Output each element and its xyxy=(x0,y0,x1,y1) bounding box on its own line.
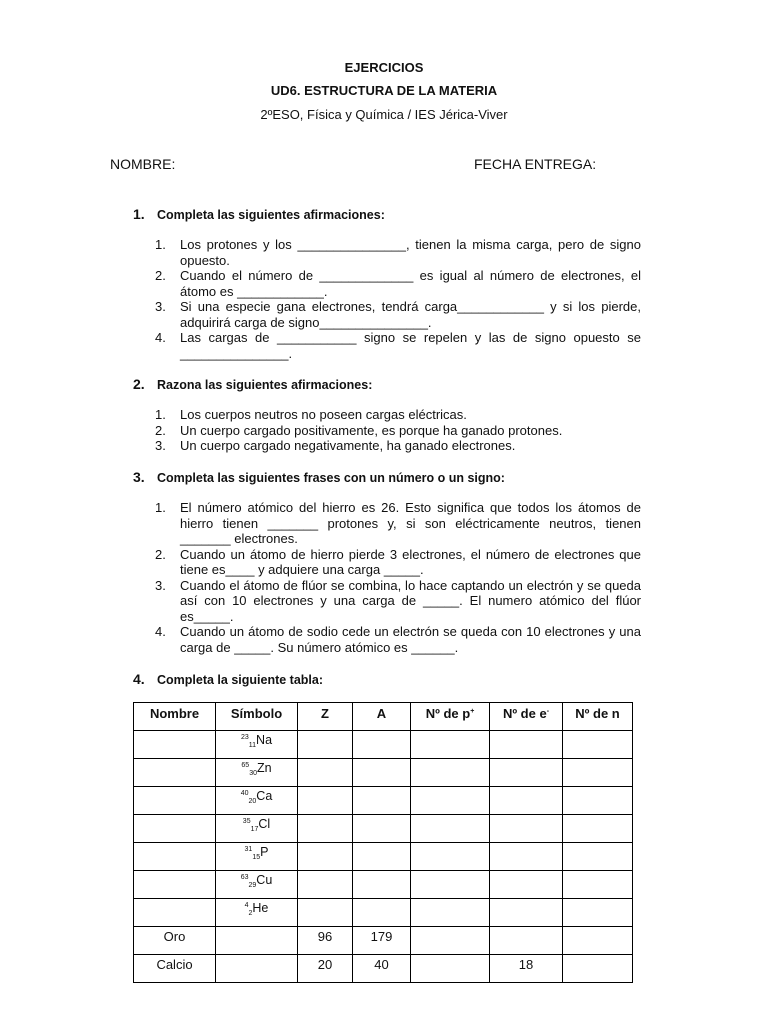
table-cell[interactable] xyxy=(411,787,490,815)
table-cell[interactable] xyxy=(353,787,411,815)
table-cell[interactable] xyxy=(563,731,633,759)
col-header: Z xyxy=(298,703,353,731)
table-cell[interactable] xyxy=(563,759,633,787)
section-1-list xyxy=(155,237,641,361)
table-cell[interactable] xyxy=(353,731,411,759)
table-cell[interactable] xyxy=(563,843,633,871)
table-cell[interactable] xyxy=(298,815,353,843)
elements-table xyxy=(133,702,633,983)
table-row xyxy=(134,815,633,843)
z-cell: 20 xyxy=(298,955,353,983)
section-number: 4. xyxy=(133,671,145,687)
table-cell[interactable] xyxy=(353,759,411,787)
table-cell[interactable] xyxy=(563,815,633,843)
table-cell[interactable] xyxy=(298,731,353,759)
symbol-cell: $^{63}_{29}$Cu xyxy=(216,871,298,899)
table-cell[interactable] xyxy=(298,871,353,899)
table-cell[interactable] xyxy=(411,955,490,983)
list-item: 2. Un cuerpo cargado positivamente, es porque ha ganado protones. xyxy=(155,422,563,438)
table-cell[interactable] xyxy=(134,899,216,927)
col-header: Nº de p+ xyxy=(411,703,490,731)
fecha-label: FECHA ENTREGA: xyxy=(474,156,597,172)
table-cell[interactable] xyxy=(353,815,411,843)
doc-title: EJERCICIOS xyxy=(344,60,424,75)
list-item: 1. El número atómico del hierro es 26. Esto significa que todos los átomos de hierro tienen _______ protones y, si son eléctricamente neutros, tienen _______ electrones. xyxy=(155,500,641,546)
z-cell: 96 xyxy=(298,927,353,955)
section-3 xyxy=(133,469,673,655)
table-cell[interactable] xyxy=(490,787,563,815)
section-number: 3. xyxy=(133,469,145,485)
table-row xyxy=(134,843,633,871)
section-3-list xyxy=(155,500,641,655)
section-2 xyxy=(133,376,673,453)
list-item: 2. Cuando un átomo de hierro pierde 3 electrones, el número de electrones que tiene es____ y adquiere una carga _____. xyxy=(155,546,641,577)
table-cell[interactable] xyxy=(134,787,216,815)
e-cell: 18 xyxy=(490,955,563,983)
table-cell[interactable] xyxy=(490,843,563,871)
table-cell[interactable] xyxy=(490,927,563,955)
table-cell[interactable] xyxy=(490,731,563,759)
name-cell: Oro xyxy=(134,927,216,955)
table-cell[interactable] xyxy=(563,871,633,899)
table-cell[interactable] xyxy=(298,899,353,927)
symbol-cell: $^{23}_{11}$Na xyxy=(216,731,298,759)
table-row xyxy=(134,731,633,759)
symbol-cell: $^{65}_{30}$Zn xyxy=(216,759,298,787)
table-cell[interactable] xyxy=(134,871,216,899)
section-title: Completa las siguientes afirmaciones: xyxy=(157,208,385,222)
list-item: 3. Cuando el átomo de flúor se combina, lo hace captando un electrón y se queda así con 10 electrones y una carga de _____. El numero atómico del flúor es_____. xyxy=(155,577,641,624)
doc-unit: UD6. ESTRUCTURA DE LA MATERIA xyxy=(270,83,498,98)
list-item: 1. Los cuerpos neutros no poseen cargas eléctricas. xyxy=(155,407,467,422)
col-header: Nº de e- xyxy=(490,703,563,731)
list-item: 4. Cuando un átomo de sodio cede un electrón se queda con 10 electrones y una carga de _____. Su número atómico es ______. xyxy=(155,624,641,655)
col-header: Símbolo xyxy=(216,703,298,731)
section-title: Completa la siguiente tabla: xyxy=(157,673,324,687)
table-cell[interactable] xyxy=(490,899,563,927)
table-cell[interactable] xyxy=(490,871,563,899)
table-cell[interactable] xyxy=(298,759,353,787)
section-4 xyxy=(133,671,673,687)
table-row xyxy=(134,927,633,955)
doc-course: 2ºESO, Física y Química / IES Jérica-Viver xyxy=(260,107,508,122)
a-cell: 40 xyxy=(353,955,411,983)
table-cell[interactable] xyxy=(134,815,216,843)
table-cell[interactable] xyxy=(411,815,490,843)
list-item: 3. Un cuerpo cargado negativamente, ha ganado electrones. xyxy=(155,438,516,453)
table-cell[interactable] xyxy=(563,787,633,815)
table-row xyxy=(134,759,633,787)
list-item: 1. Los protones y los _______________, tienen la misma carga, pero de signo opuesto. xyxy=(155,237,641,268)
table-row xyxy=(134,955,633,983)
table-cell[interactable] xyxy=(563,927,633,955)
section-number: 1. xyxy=(133,206,145,222)
col-header: Nº de n xyxy=(563,703,633,731)
section-title: Razona las siguientes afirmaciones: xyxy=(157,378,373,392)
table-cell[interactable] xyxy=(563,955,633,983)
table-cell[interactable] xyxy=(563,899,633,927)
symbol-cell: $^{40}_{20}$Ca xyxy=(216,787,298,815)
nombre-label: NOMBRE: xyxy=(110,156,176,172)
table-cell[interactable] xyxy=(411,759,490,787)
table-cell[interactable] xyxy=(134,843,216,871)
col-header: Nombre xyxy=(134,703,216,731)
table-cell[interactable] xyxy=(353,899,411,927)
table-cell[interactable] xyxy=(134,759,216,787)
table-cell[interactable] xyxy=(353,843,411,871)
section-title: Completa las siguientes frases con un número o un signo: xyxy=(157,471,505,485)
symbol-cell: $^{31}_{15}$P xyxy=(216,843,298,871)
a-cell: 179 xyxy=(353,927,411,955)
section-2-list xyxy=(155,407,641,454)
table-cell[interactable] xyxy=(216,955,298,983)
symbol-cell: $^{35}_{17}$Cl xyxy=(216,815,298,843)
list-item: 2. Cuando el número de _____________ es igual al número de electrones, el átomo es ____________. xyxy=(155,268,641,299)
table-row xyxy=(134,787,633,815)
table-cell[interactable] xyxy=(411,871,490,899)
table-cell[interactable] xyxy=(298,787,353,815)
table-row xyxy=(134,899,633,927)
table-cell[interactable] xyxy=(490,759,563,787)
table-cell[interactable] xyxy=(298,843,353,871)
table-cell[interactable] xyxy=(411,899,490,927)
table-row xyxy=(134,871,633,899)
symbol-cell: $^4_2$He xyxy=(216,899,298,927)
list-item: 4. Las cargas de ___________ signo se repelen y las de signo opuesto se _______________. xyxy=(155,330,641,361)
col-header: A xyxy=(353,703,411,731)
table-cell[interactable] xyxy=(411,927,490,955)
table-cell[interactable] xyxy=(490,815,563,843)
table-cell[interactable] xyxy=(353,871,411,899)
name-cell: Calcio xyxy=(134,955,216,983)
section-number: 2. xyxy=(133,376,145,392)
table-cell[interactable] xyxy=(134,731,216,759)
section-1 xyxy=(133,206,673,361)
table-cell[interactable] xyxy=(216,927,298,955)
list-item: 3. Si una especie gana electrones, tendrá carga____________ y si los pierde, adquirirá carga de signo_______________. xyxy=(155,299,641,330)
table-header-row xyxy=(134,703,633,731)
table-cell[interactable] xyxy=(411,843,490,871)
table-cell[interactable] xyxy=(411,731,490,759)
